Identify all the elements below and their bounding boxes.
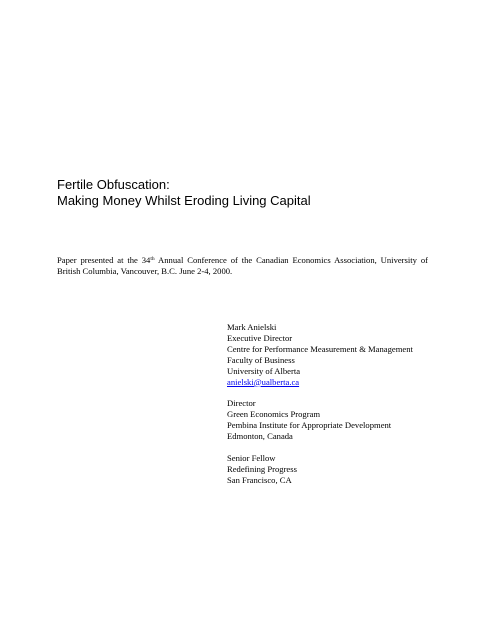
presentation-note-text-end: Annual Conference of the Canadian Economics Association, University of British Columbia, Vancouver, B.C. June 2-4, 2000. bbox=[57, 255, 429, 276]
affiliation-2-org: Pembina Institute for Appropriate Development bbox=[227, 420, 392, 431]
affiliation-3-org: Redefining Progress bbox=[227, 463, 297, 474]
spacer bbox=[227, 442, 413, 453]
affiliation-3-location: San Francisco, CA bbox=[227, 474, 292, 485]
affiliation-1-role: Executive Director bbox=[227, 332, 293, 343]
ordinal-superscript: th bbox=[150, 256, 155, 262]
title-line-2: Making Money Whilst Eroding Living Capital bbox=[57, 193, 311, 208]
affiliation-1-faculty: Faculty of Business bbox=[227, 354, 295, 365]
author-block bbox=[227, 322, 413, 486]
presentation-note bbox=[57, 255, 428, 277]
affiliation-1-org: Centre for Performance Measurement & Management bbox=[227, 343, 413, 354]
affiliation-1-university: University of Alberta bbox=[227, 365, 301, 376]
author-email-link[interactable]: anielski@ualberta.ca bbox=[227, 376, 300, 387]
paper-title bbox=[57, 177, 311, 209]
affiliation-2-location: Edmonton, Canada bbox=[227, 431, 293, 442]
spacer bbox=[227, 387, 413, 398]
title-line-1: Fertile Obfuscation: bbox=[57, 177, 170, 192]
affiliation-2-program: Green Economics Program bbox=[227, 409, 321, 420]
presentation-note-text-start: Paper presented at the 34 bbox=[57, 255, 151, 265]
author-name: Mark Anielski bbox=[227, 322, 277, 332]
affiliation-2-role: Director bbox=[227, 398, 256, 409]
affiliation-3-role: Senior Fellow bbox=[227, 452, 276, 463]
